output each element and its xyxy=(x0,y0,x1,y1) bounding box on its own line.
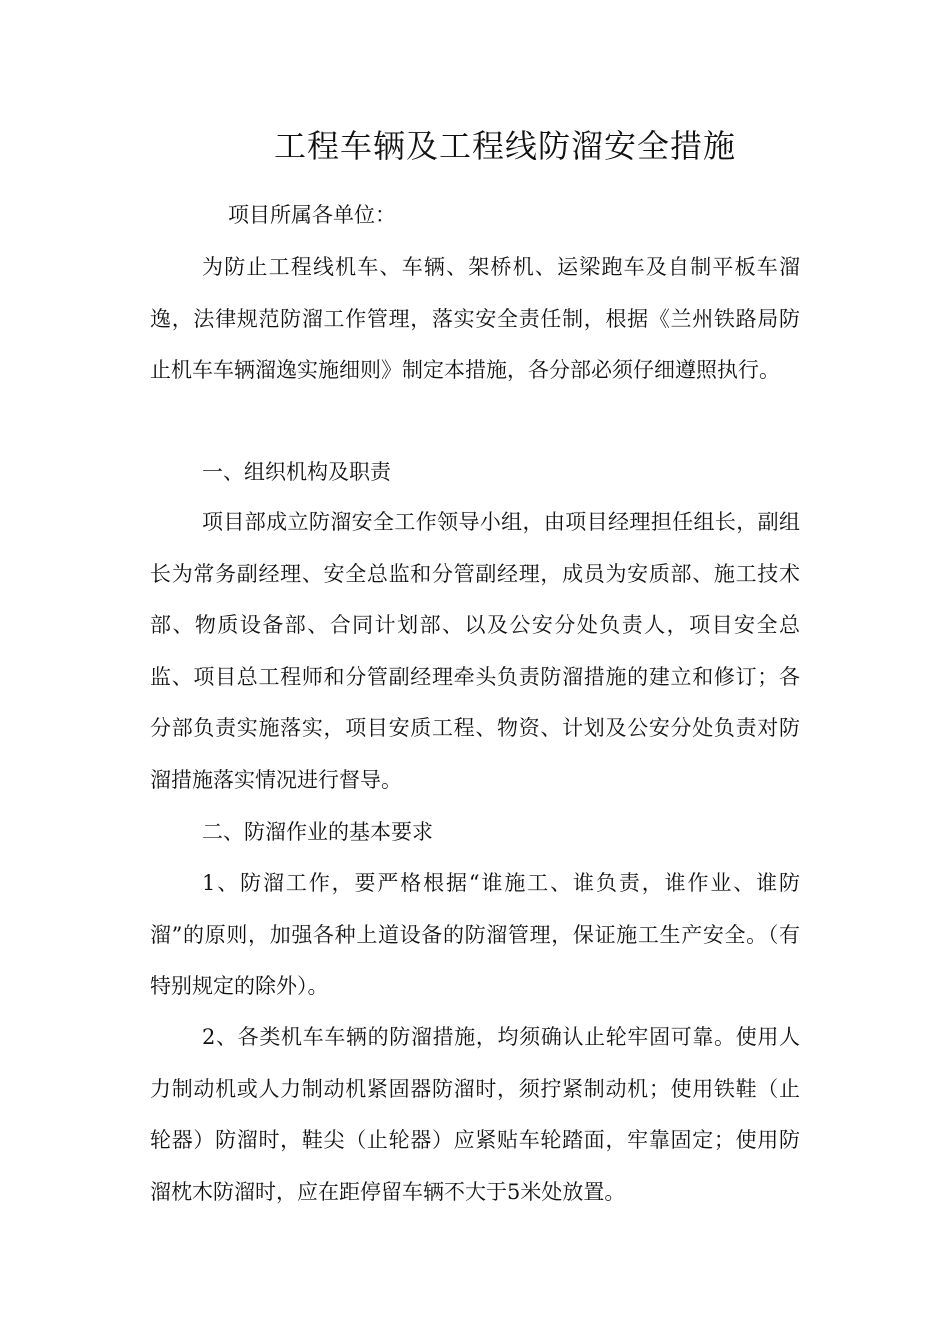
paragraph-requirement-1: 1、防溜工作，要严格根据“谁施工、谁负责，谁作业、谁防溜”的原则，加强各种上道设备的防溜管理，保证施工生产安全。（有特别规定的除外）。 xyxy=(150,871,800,998)
document-title: 工程车辆及工程线防溜安全措施 xyxy=(273,127,736,165)
paragraph-organization: 项目部成立防溜安全工作领导小组，由项目经理担任组长，副组长为常务副经理、安全总监和分管副经理，成员为安质部、施工技术部、物质设备部、合同计划部、以及公安分处负责人，项目安全总监、项目总工程师和分管副经理牵头负责防溜措施的建立和修订；各分部负责实施落实，项目安质工程、物资、计划及公安分处负责对防溜措施落实情况进行督导。 xyxy=(150,510,800,792)
salutation: 项目所属各单位： xyxy=(228,203,396,227)
section-heading-requirements: 二、防溜作业的基本要求 xyxy=(202,820,433,844)
paragraph-requirement-2: 2、各类机车车辆的防溜措施，均须确认止轮牢固可靠。使用人力制动机或人力制动机紧固器防溜时，须拧紧制动机；使用铁鞋（止轮器）防溜时，鞋尖（止轮器）应紧贴车轮踏面，牢靠固定；使用防溜枕木防溜时，应在距停留车辆不大于5米处放置。 xyxy=(150,1025,800,1204)
section-heading-organization: 一、组织机构及职责 xyxy=(202,460,391,484)
paragraph-intro: 为防止工程线机车、车辆、架桥机、运梁跑车及自制平板车溜逸，法律规范防溜工作管理，落实安全责任制，根据《兰州铁路局防止机车车辆溜逸实施细则》制定本措施，各分部必须仔细遵照执行。 xyxy=(150,255,800,382)
